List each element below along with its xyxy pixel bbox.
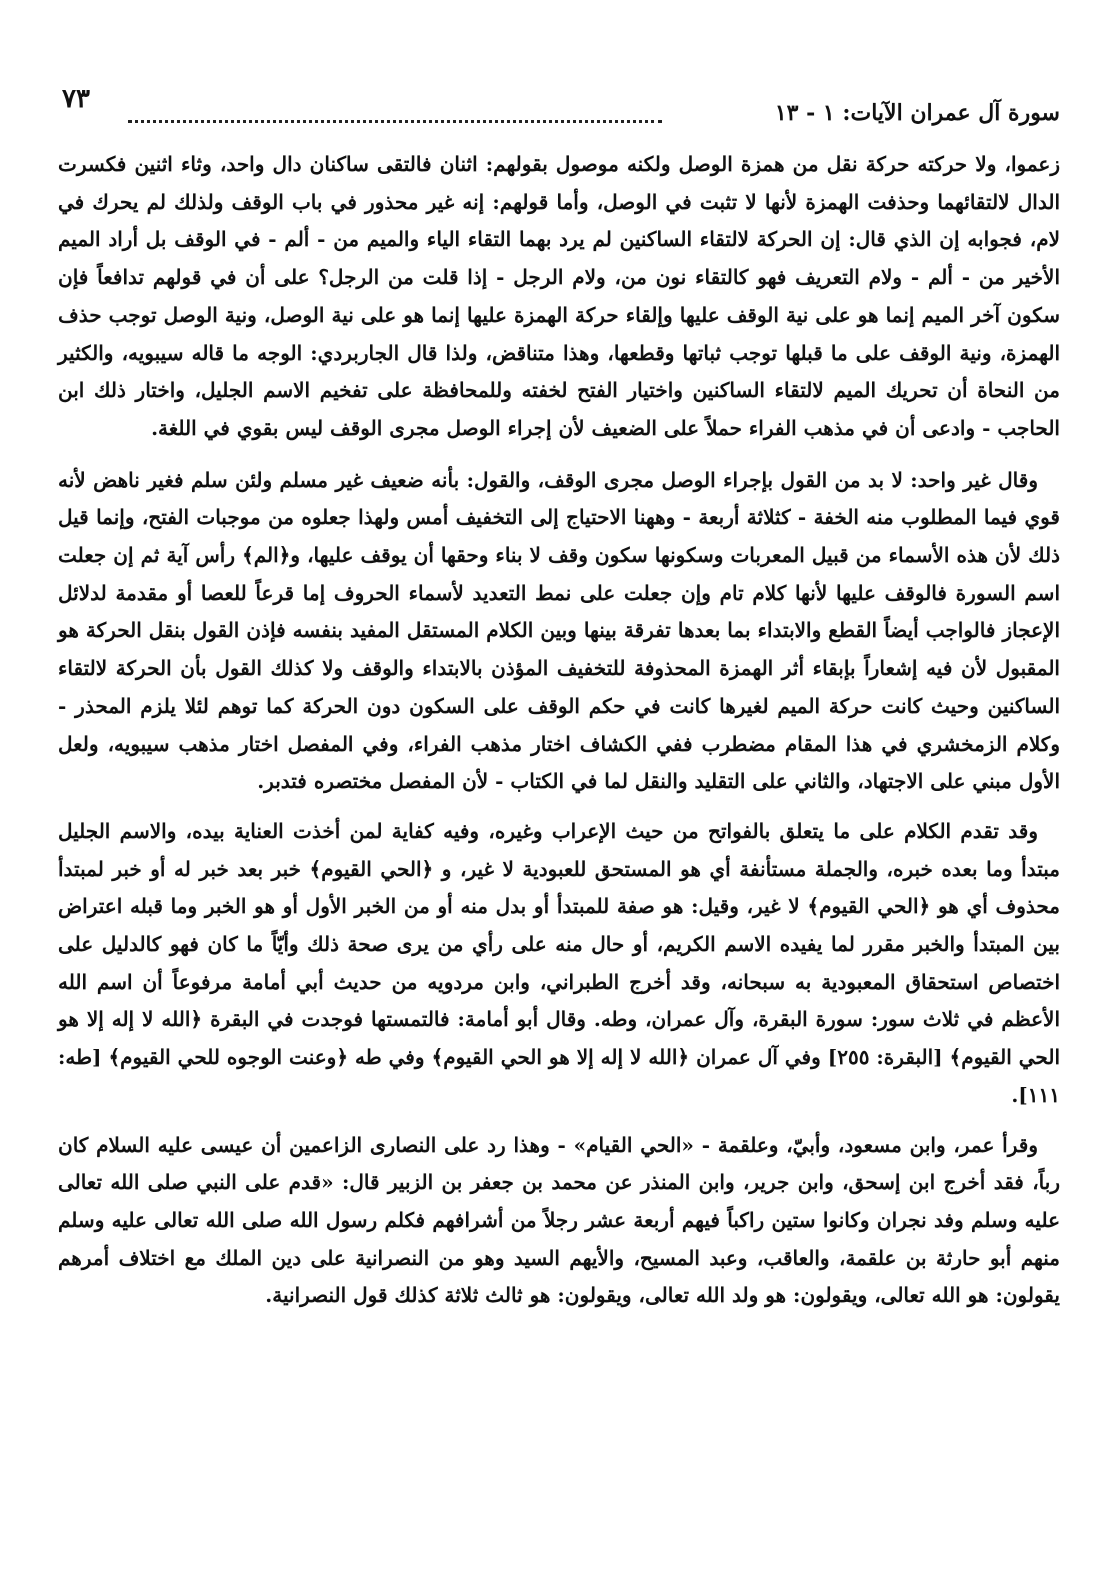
book-page bbox=[58, 86, 1060, 1327]
paragraph-1: زعموا، ولا حركته حركة نقل من همزة الوصل ولكنه موصول بقولهم: اثنان فالتقى ساكنان دال واحد، وثاء اثنين فكسرت الدال لالتقائهما وحذفت الهمزة لأنها لا تثبت في الوصل، وأما قولهم: إنه غير محذور في باب الوقف ولذلك لم يحرك في لام، فجوابه إن الذي قال: إن الحركة لالتقاء الساكنين لم يرد بهما التقاء الياء والميم من - ألم - في الوقف بل أراد الميم الأخير من - ألم - ولام التعريف فهو كالتقاء نون من، ولام الرجل - إذا قلت من الرجل؟ على أن في قولهم تدافعاً فإن سكون آخر الميم إنما هو على نية الوقف عليها وإلقاء حركة الهمزة عليها إنما هو على نية الوصل، ونية الوصل توجب حذف الهمزة، ونية الوقف على ما قبلها توجب ثباتها وقطعها، وهذا متناقض، ولذا قال الجاربردي: الوجه ما قاله سيبويه، والكثير من النحاة أن تحريك الميم لالتقاء الساكنين واختيار الفتح لخفته وللمحافظة على تفخيم الاسم الجليل، واختار ذلك ابن الحاجب - وادعى أن في مذهب الفراء حملاً على الضعيف لأن إجراء الوصل مجرى الوقف ليس بقوي في اللغة. bbox=[58, 152, 1060, 440]
paragraph-2: وقال غير واحد: لا بد من القول بإجراء الوصل مجرى الوقف، والقول: بأنه ضعيف غير مسلم ولئن سلم فغير ناهض لأنه قوي فيما المطلوب منه الخفة - كثلاثة أربعة - وههنا الاحتياج إلى التخفيف أمس ولهذا جعلوه من موجبات الفتح، وإنما قيل ذلك لأن هذه الأسماء من قبيل المعربات وسكونها سكون وقف لا بناء وحقها أن يوقف عليها، و﴿الم﴾ رأس آية ثم إن جعلت اسم السورة فالوقف عليها لأنها كلام تام وإن جعلت على نمط التعديد لأسماء الحروف إما قرعاً للعصا أو مقدمة لدلائل الإعجاز فالواجب أيضاً القطع والابتداء بما بعدها تفرقة بينها وبين الكلام المستقل المفيد بنفسه فإذن القول بنقل الحركة هو المقبول لأن فيه إشعاراً بإبقاء أثر الهمزة المحذوفة للتخفيف المؤذن بالابتداء والوقف ولا كذلك القول بأن الحركة لالتقاء الساكنين وحيث كانت حركة الميم لغيرها كانت في حكم الوقف على السكون دون الحركة كما توهم لئلا يلزم المحذر - وكلام الزمخشري في هذا المقام مضطرب ففي الكشاف اختار مذهب الفراء، وفي المفصل اختار مذهب سيبويه، ولعل الأول مبني على الاجتهاد، والثاني على التقليد والنقل لما في الكتاب - لأن المفصل مختصره فتدبر. bbox=[58, 467, 1060, 794]
paragraph-3: وقد تقدم الكلام على ما يتعلق بالفواتح من حيث الإعراب وغيره، وفيه كفاية لمن أخذت العناية بيده، والاسم الجليل مبتدأ وما بعده خبره، والجملة مستأنفة أي هو المستحق للعبودية لا غير، و ﴿الحي القيوم﴾ خبر بعد خبر له أو خبر لمبتدأ محذوف أي هو ﴿الحي القيوم﴾ لا غير، وقيل: هو صفة للمبتدأ أو بدل منه أو من الخبر الأول أو هو الخبر وما قبله اعتراض بين المبتدأ والخبر مقرر لما يفيده الاسم الكريم، أو حال منه على رأي من يرى صحة ذلك وأيّاً ما كان فهو كالدليل على اختصاص استحقاق المعبودية به سبحانه، وقد أخرج الطبراني، وابن مردويه من حديث أبي أمامة مرفوعاً أن اسم الله الأعظم في ثلاث سور: سورة البقرة، وآل عمران، وطه. وقال أبو أمامة: فالتمستها فوجدت في البقرة ﴿الله لا إله إلا هو الحي القيوم﴾ [البقرة: ٢٥٥] وفي آل عمران ﴿الله لا إله إلا هو الحي القيوم﴾ وفي طه ﴿وعنت الوجوه للحي القيوم﴾ [طه: ١١١]. bbox=[58, 818, 1060, 1107]
page-number: ٧٣ bbox=[62, 84, 90, 114]
header-dotted-leader bbox=[128, 120, 662, 123]
running-header bbox=[58, 86, 1060, 136]
header-title: سورة آل عمران الآيات: ١ - ١٣ bbox=[774, 100, 1060, 126]
paragraph-4: وقرأ عمر، وابن مسعود، وأبيّ، وعلقمة - «الحي القيام» - وهذا رد على النصارى الزاعمين أن عيسى عليه السلام كان رباً، فقد أخرج ابن إسحق، وابن جرير، وابن المنذر عن محمد بن جعفر بن الزبير قال: «قدم على النبي صلى الله تعالى عليه وسلم وفد نجران وكانوا ستين راكباً فيهم أربعة عشر رجلاً من أشرافهم فكلم رسول الله صلى الله تعالى عليه وسلم منهم أبو حارثة بن علقمة، والعاقب، وعبد المسيح، والأيهم السيد وهو من النصرانية على دين الملك مع اختلاف أمرهم يقولون: هو الله تعالى، ويقولون: هو ولد الله تعالى، ويقولون: هو ثالث ثلاثة كذلك قول النصرانية. bbox=[58, 1132, 1060, 1308]
